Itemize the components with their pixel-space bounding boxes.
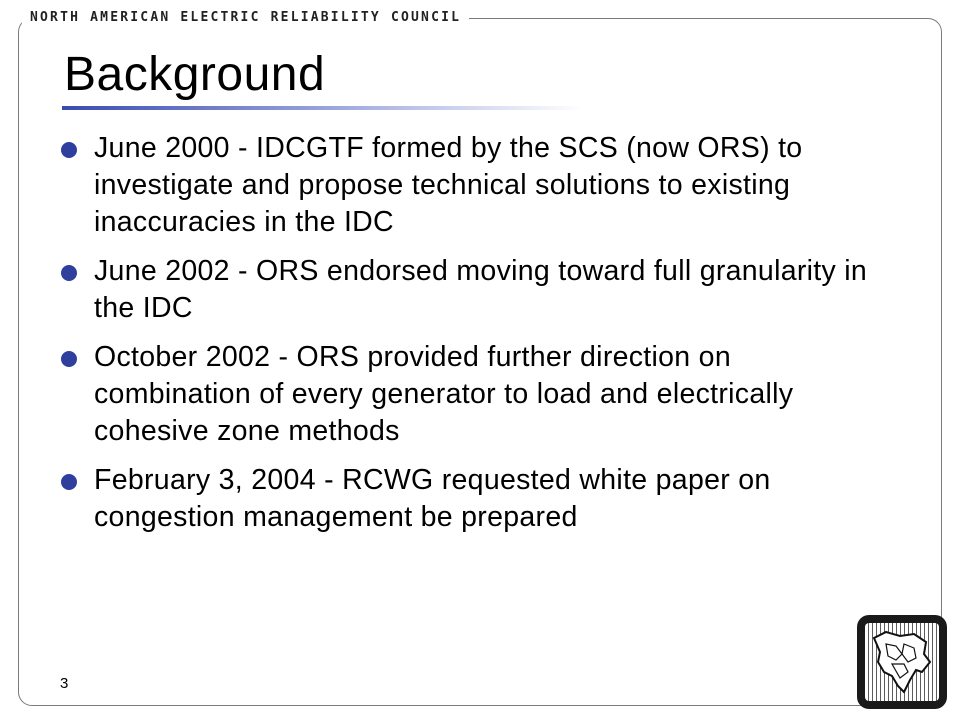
- page-number: 3: [60, 675, 69, 692]
- bullet-dot-icon: [61, 265, 77, 281]
- bullet-dot-icon: [61, 142, 77, 158]
- bullet-text: June 2000 - IDCGTF formed by the SCS (now ORS) to investigate and propose technical solutions to existing inaccuracies in the IDC: [94, 132, 803, 238]
- bullet-dot-icon: [61, 351, 77, 367]
- bullet-item: [60, 339, 880, 450]
- bullet-item: [60, 462, 880, 536]
- bullet-dot-icon: [61, 474, 77, 490]
- nerc-logo-icon: [856, 614, 948, 710]
- bullet-text: October 2002 - ORS provided further direction on combination of every generator to load and electrically cohesive zone methods: [94, 341, 794, 447]
- bullet-item: [60, 130, 880, 241]
- bullet-text: June 2002 - ORS endorsed moving toward full granularity in the IDC: [94, 255, 868, 324]
- bullet-item: [60, 253, 880, 327]
- bullet-list: [60, 130, 880, 548]
- title-underline: [62, 106, 582, 110]
- bullet-text: February 3, 2004 - RCWG requested white paper on congestion management be prepared: [94, 464, 771, 533]
- slide-title: Background: [64, 48, 326, 101]
- org-header: NORTH AMERICAN ELECTRIC RELIABILITY COUNCIL: [22, 6, 469, 30]
